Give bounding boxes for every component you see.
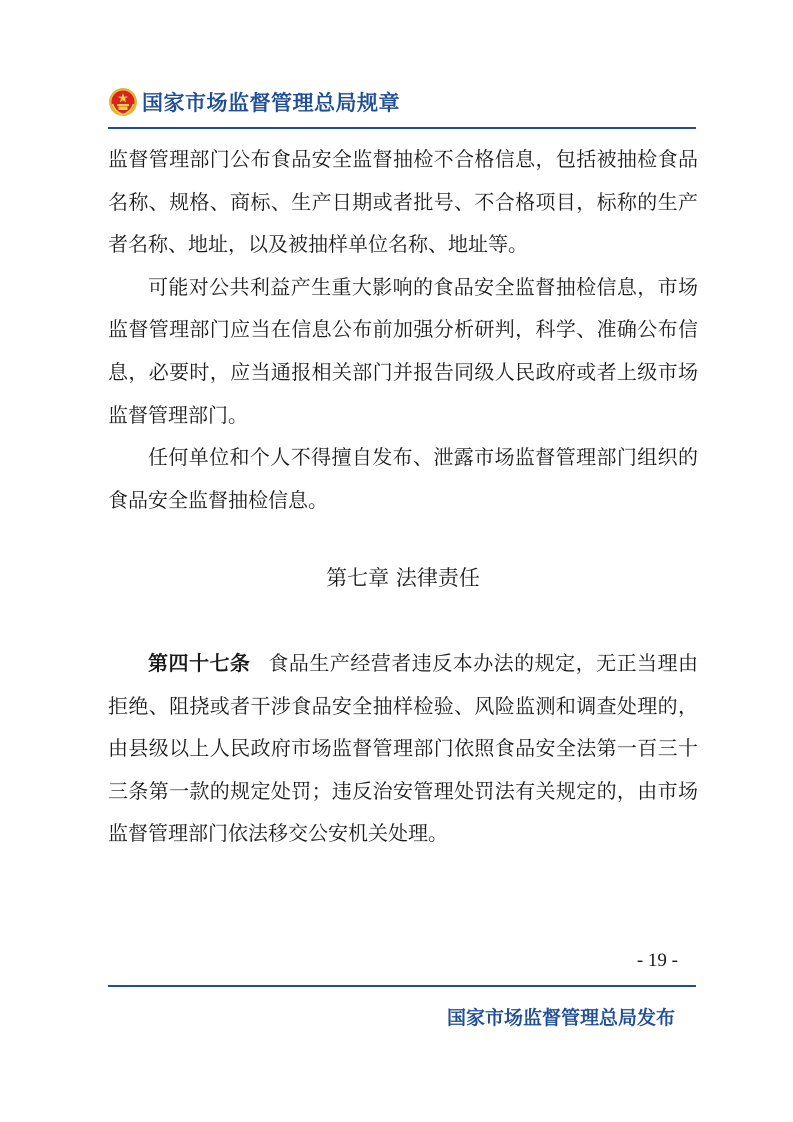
footer-divider xyxy=(108,985,696,987)
page-number: - 19 - xyxy=(636,950,678,971)
paragraph: 可能对公共利益产生重大影响的食品安全监督抽检信息，市场监督管理部门应当在信息公布前加强分析研判，科学、准确公布信息，必要时，应当通报相关部门并报告同级人民政府或者上级市场监督管理部门。 xyxy=(108,274,698,427)
national-emblem-icon xyxy=(108,87,138,117)
article-text: 食品生产经营者违反本办法的规定，无正当理由拒绝、阻挠或者干涉食品安全抽样检验、风险监测和调查处理的，由县级以上人民政府市场监督管理部门依照食品安全法第一百三十三条第一款的规定处罚；违反治安管理处罚法有关规定的，由市场监督管理部门依法移交公安机关处理。 xyxy=(108,651,699,846)
header-divider xyxy=(108,127,696,129)
paragraph-continued: 监督管理部门公布食品安全监督抽检不合格信息，包括被抽检食品名称、规格、商标、生产日期或者批号、不合格项目，标称的生产者名称、地址，以及被抽样单位名称、地址等。 xyxy=(108,147,698,257)
paragraph: 任何单位和个人不得擅自发布、泄露市场监督管理部门组织的食品安全监督抽检信息。 xyxy=(108,445,698,512)
page-header xyxy=(108,84,698,120)
footer-publisher: 国家市场监督管理总局发布 xyxy=(446,1007,675,1029)
body-text xyxy=(108,138,698,521)
article-47 xyxy=(108,642,698,855)
article-number: 第四十七条 xyxy=(148,651,251,675)
chapter-heading: 第七章 法律责任 xyxy=(326,566,480,590)
header-title: 国家市场监督管理总局规章 xyxy=(142,91,400,115)
